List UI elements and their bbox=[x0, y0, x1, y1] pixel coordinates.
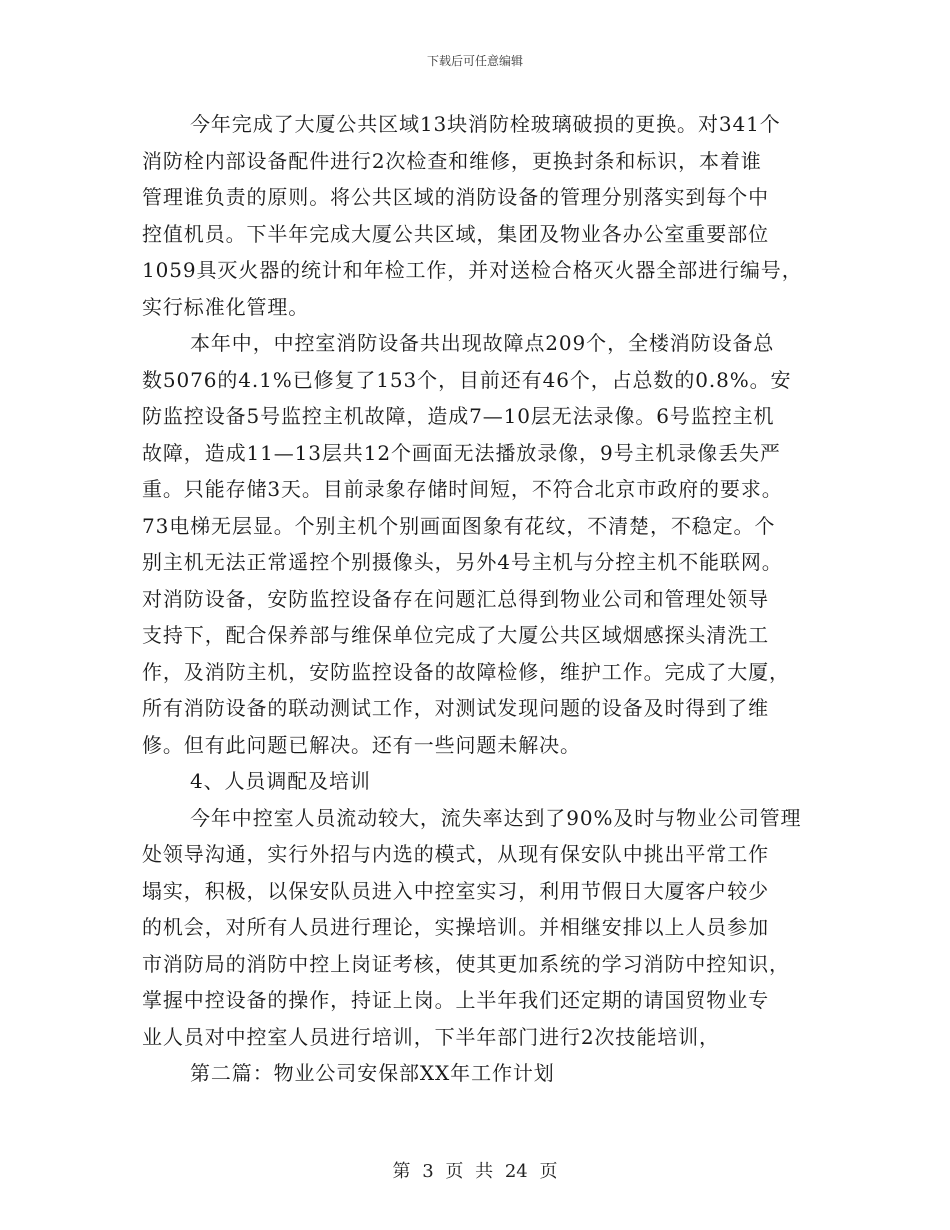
text-line: 支持下，配合保养部与维保单位完成了大厦公共区域烟感探头清洗工 bbox=[142, 623, 769, 647]
text-line: 数5076的4.1%已修复了153个，目前还有46个，占总数的0.8%。安 bbox=[142, 367, 792, 392]
document-body bbox=[142, 106, 822, 1092]
text-line: 的机会，对所有人员进行理论，实操培训。并相继安排以上人员参加 bbox=[142, 915, 769, 939]
text-line: 管理谁负责的原则。将公共区域的消防设备的管理分别落实到每个中 bbox=[142, 185, 769, 209]
text-line: 今年中控室人员流动较大，流失率达到了90%及时与物业公司管理 bbox=[190, 805, 802, 830]
page-footer: 第 3 页 共 24 页 bbox=[392, 1161, 558, 1182]
page-header: 下载后可任意编辑 bbox=[426, 54, 523, 68]
text-line: 处领导沟通，实行外招与内选的模式，从现有保安队中挑出平常工作 bbox=[142, 842, 769, 866]
text-line: 控值机员。下半年完成大厦公共区域，集团及物业各办公室重要部位 bbox=[142, 221, 769, 246]
text-line: 实行标准化管理。 bbox=[142, 294, 310, 319]
text-line: 消防栓内部设备配件进行2次检查和维修，更换封条和标识，本着谁 bbox=[142, 148, 762, 173]
text-line: 作，及消防主机，安防监控设备的故障检修，维护工作。完成了大厦， bbox=[142, 659, 790, 684]
text-line: 1059具灭火器的统计和年检工作，并对送检合格灭火器全部进行编号， bbox=[142, 258, 803, 282]
text-line: 防监控设备5号监控主机故障，造成7—10层无法录像。6号监控主机 bbox=[142, 404, 775, 428]
text-line: 所有消防设备的联动测试工作，对测试发现问题的设备及时得到了维 bbox=[142, 696, 769, 720]
text-line: 别主机无法正常遥控个别摄像头，另外4号主机与分控主机不能联网。 bbox=[142, 550, 783, 574]
text-line: 重。只能存储3天。目前录象存储时间短，不符合北京市政府的要求。 bbox=[142, 477, 783, 501]
chapter-heading: 第二篇：物业公司安保部XX年工作计划 bbox=[190, 1061, 555, 1085]
text-line: 对消防设备，安防监控设备存在问题汇总得到物业公司和管理处领导 bbox=[142, 586, 769, 611]
text-line: 业人员对中控室人员进行培训，下半年部门进行2次技能培训， bbox=[142, 1024, 720, 1049]
text-line: 修。但有此问题已解决。还有一些问题未解决。 bbox=[142, 732, 581, 757]
text-line: 掌握中控设备的操作，持证上岗。上半年我们还定期的请国贸物业专 bbox=[142, 988, 769, 1012]
text-line: 塌实，积极，以保安队员进入中控室实习，利用节假日大厦客户较少 bbox=[142, 878, 769, 903]
text-line: 今年完成了大厦公共区域13块消防栓玻璃破损的更换。对341个 bbox=[190, 112, 781, 136]
text-line: 本年中，中控室消防设备共出现故障点209个，全楼消防设备总 bbox=[190, 331, 775, 355]
text-line: 故障，造成11—13层共12个画面无法播放录像，9号主机录像丢失严 bbox=[142, 440, 781, 465]
text-line: 市消防局的消防中控上岗证考核，使其更加系统的学习消防中控知识， bbox=[142, 951, 790, 976]
section-heading: 4、人员调配及培训 bbox=[190, 769, 371, 793]
text-line: 73电梯无层显。个别主机个别画面图象有花纹，不清楚，不稳定。个 bbox=[142, 513, 776, 538]
